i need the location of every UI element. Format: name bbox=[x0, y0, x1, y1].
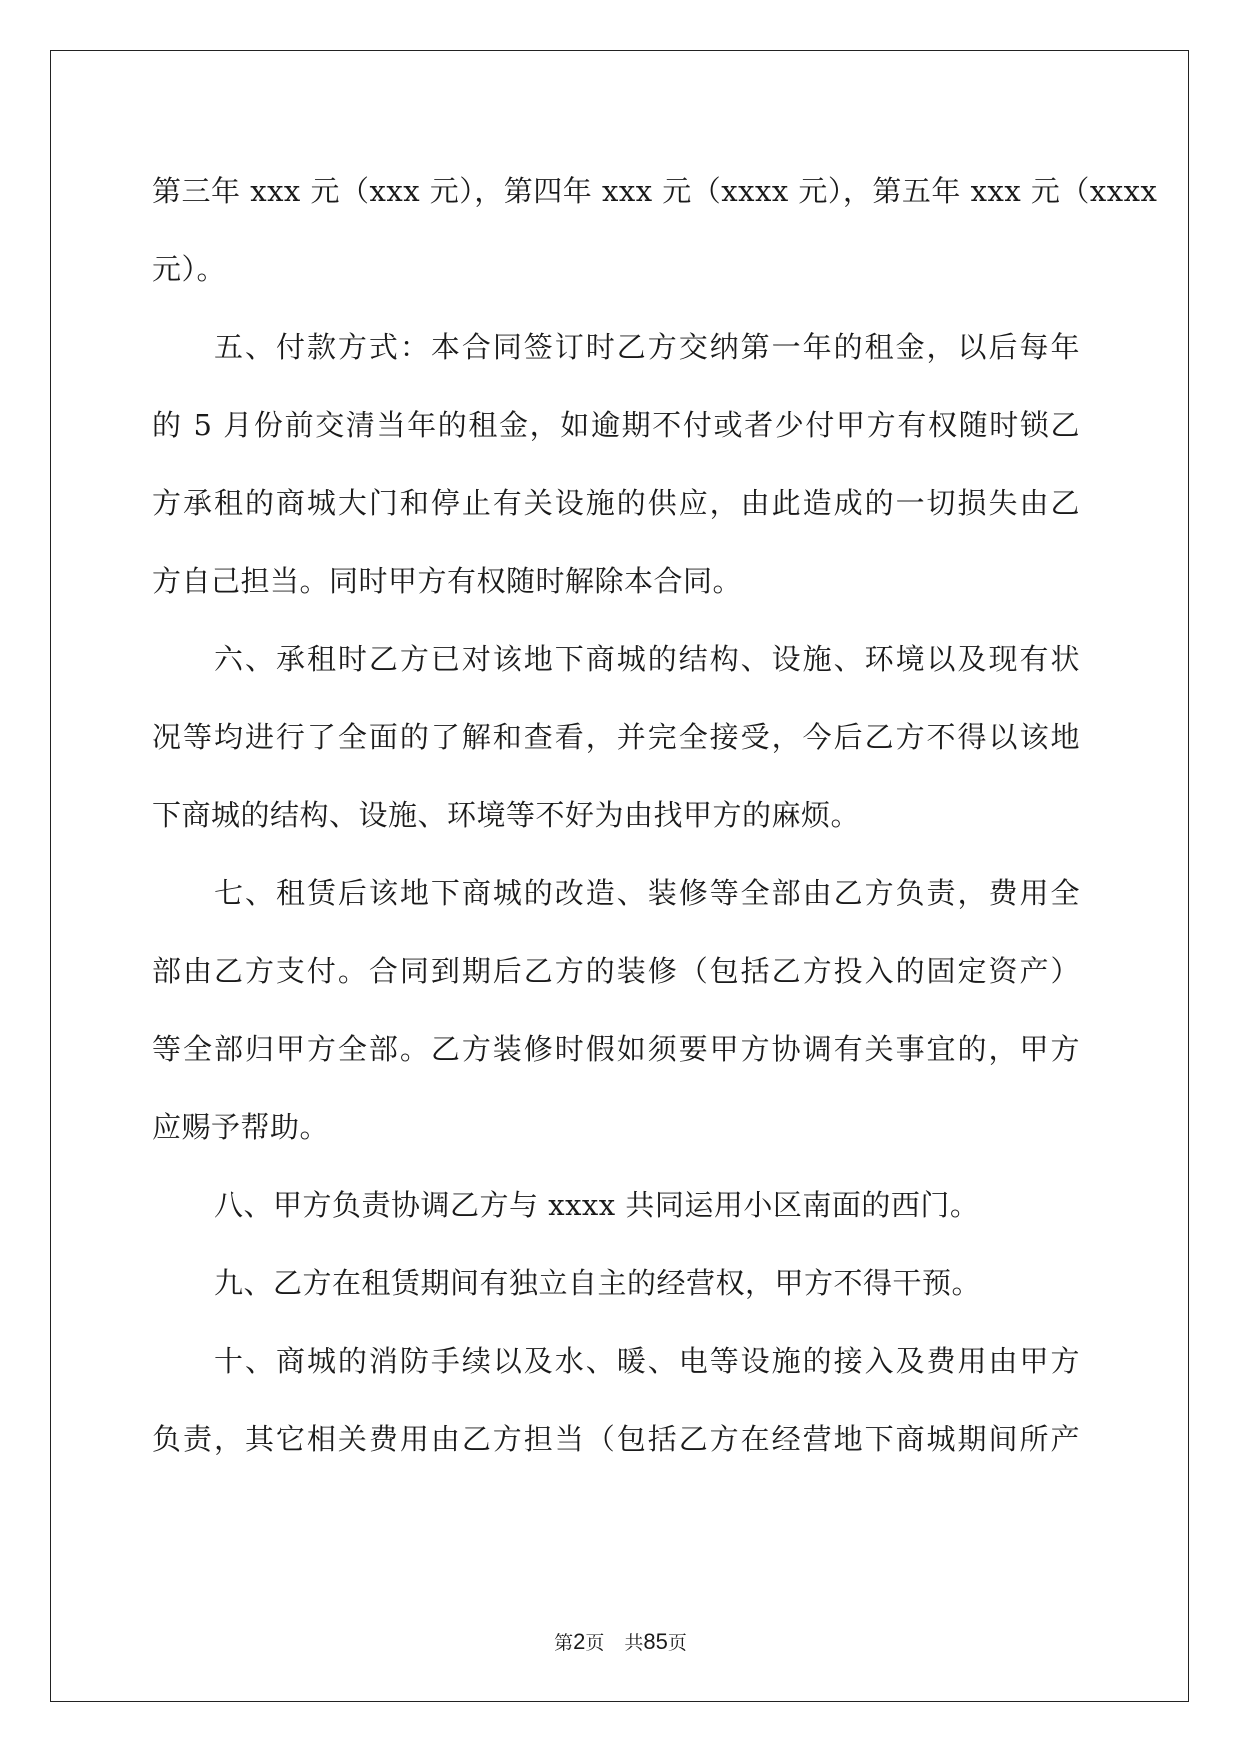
total-suffix: 页 bbox=[667, 1632, 687, 1654]
page-footer bbox=[0, 1628, 1241, 1655]
text-line: 方自己担当。同时甲方有权随时解除本合同。 bbox=[152, 564, 743, 598]
text-line: 应赐予帮助。 bbox=[152, 1110, 330, 1144]
text-line: 的 5 月份前交清当年的租金，如逾期不付或者少付甲方有权随时锁乙 bbox=[152, 408, 1080, 442]
text-line: 等全部归甲方全部。乙方装修时假如须要甲方协调有关事宜的，甲方 bbox=[152, 1032, 1080, 1066]
page-number: 2 bbox=[573, 1629, 586, 1654]
total-pages: 85 bbox=[643, 1629, 668, 1654]
paragraph-start-line: 六、承租时乙方已对该地下商城的结构、设施、环境以及现有状 bbox=[214, 642, 1080, 676]
paragraph-start-line: 七、租赁后该地下商城的改造、装修等全部由乙方负责，费用全 bbox=[214, 876, 1080, 910]
document-body bbox=[152, 152, 1158, 1478]
paragraph-start-line: 五、付款方式：本合同签订时乙方交纳第一年的租金，以后每年 bbox=[214, 330, 1080, 364]
text-line: 下商城的结构、设施、环境等不好为由找甲方的麻烦。 bbox=[152, 798, 861, 832]
page-suffix: 页 bbox=[585, 1632, 605, 1654]
text-line: 第三年 xxx 元（xxx 元），第四年 xxx 元（xxxx 元），第五年 xxx 元（xxxx bbox=[152, 174, 1158, 208]
paragraph-start-line: 十、商城的消防手续以及水、暖、电等设施的接入及费用由甲方 bbox=[214, 1344, 1080, 1378]
text-line: 元）。 bbox=[152, 252, 227, 286]
text-line: 部由乙方支付。合同到期后乙方的装修（包括乙方投入的固定资产） bbox=[152, 954, 1080, 988]
paragraph-start-line: 九、乙方在租赁期间有独立自主的经营权，甲方不得干预。 bbox=[214, 1266, 982, 1300]
text-line: 方承租的商城大门和停止有关设施的供应，由此造成的一切损失由乙 bbox=[152, 486, 1080, 520]
text-line: 况等均进行了全面的了解和查看，并完全接受，今后乙方不得以该地 bbox=[152, 720, 1080, 754]
total-prefix: 共 bbox=[624, 1632, 644, 1654]
paragraph-start-line: 八、甲方负责协调乙方与 xxxx 共同运用小区南面的西门。 bbox=[214, 1188, 980, 1222]
page-prefix: 第 bbox=[554, 1632, 574, 1654]
text-line: 负责，其它相关费用由乙方担当（包括乙方在经营地下商城期间所产 bbox=[152, 1422, 1080, 1456]
